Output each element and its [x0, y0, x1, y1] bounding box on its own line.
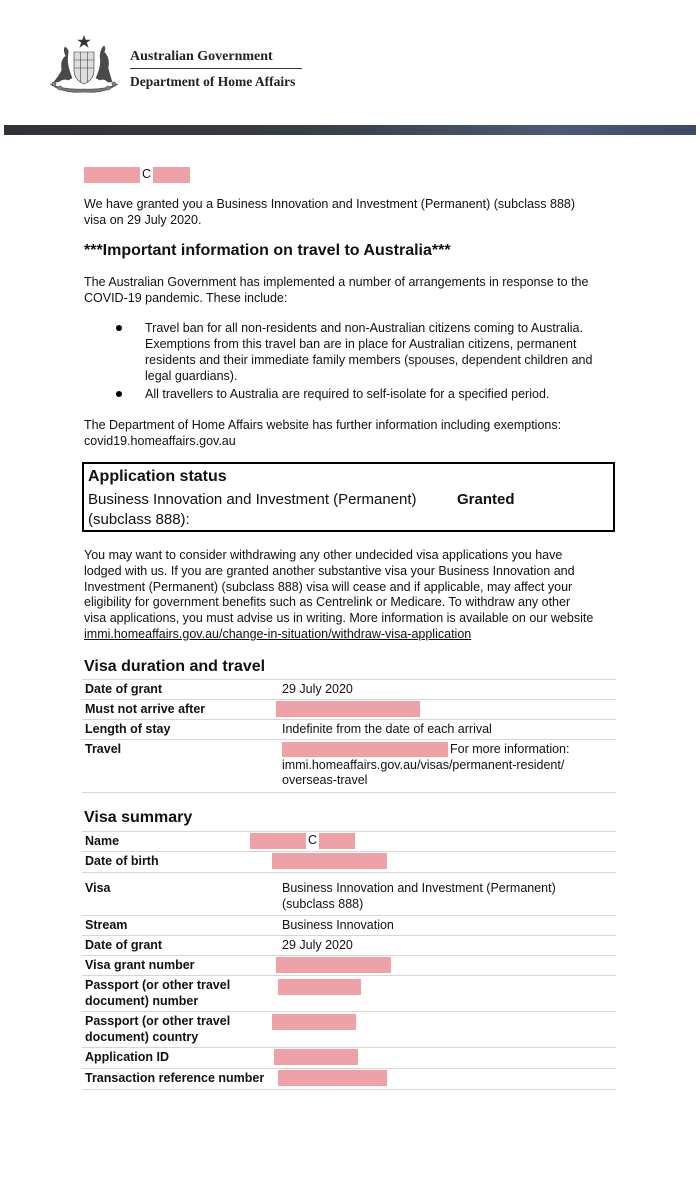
table-row: Passport (or other travel document) country: [82, 1011, 616, 1047]
table-row: Date of grant 29 July 2020: [82, 679, 616, 699]
redaction: [272, 1014, 356, 1030]
table-row: Visa grant number: [82, 955, 616, 975]
table-row: Visa Business Innovation and Investment (Permanent) (subclass 888): [82, 872, 616, 915]
website-link[interactable]: covid19.homeaffairs.gov.au: [84, 434, 236, 448]
govt-line-2: COVID-19 pandemic. These include:: [84, 291, 288, 305]
redaction: [282, 742, 448, 757]
redaction: [272, 853, 387, 869]
table-row: Length of stay Indefinite from the date of each arrival: [82, 719, 616, 739]
redaction: [274, 1049, 358, 1065]
summary-table: [82, 831, 616, 1090]
table-row: Stream Business Innovation: [82, 915, 616, 935]
table-row: Date of birth: [82, 851, 616, 872]
redaction: [278, 979, 361, 995]
table-row: Transaction reference number: [82, 1068, 616, 1090]
redaction: [84, 167, 140, 183]
redaction: [153, 167, 190, 183]
status-badge: Granted: [457, 491, 515, 508]
status-visa-line-1: Business Innovation and Investment (Permanent): [88, 491, 417, 508]
recipient-name: C: [84, 166, 190, 183]
intro-line-1: We have granted you a Business Innovation and Investment (Permanent) (subclass 888): [84, 197, 576, 211]
status-title: Application status: [88, 468, 227, 485]
table-row: Date of grant 29 July 2020: [82, 935, 616, 955]
redaction: [278, 1070, 387, 1086]
withdraw-paragraph: You may want to consider withdrawing any other undecided visa applications you have lodged with us. If you are granted another substantive visa your Business Innovation and Investment (Permanent) (subclass 888) visa will cease and if applicable, may affect your eligibility for government benefits such as Centrelink or Medicare. To withdraw any other visa applications, you must advise us in writing. More information is available on our website immi.homeaffairs.gov.au/change-in-situation/withdraw-visa-application: [84, 548, 594, 641]
list-item: All travellers to Australia are required to self-isolate for a specified period.: [114, 386, 614, 402]
travel-restrictions-list: [114, 320, 614, 404]
table-row: Passport (or other travel document) number: [82, 975, 616, 1011]
withdraw-link[interactable]: immi.homeaffairs.gov.au/change-in-situation/withdraw-visa-application: [84, 626, 472, 641]
table-row: Travel For more information: immi.homeaffairs.gov.au/visas/permanent-resident/ overseas-travel: [82, 739, 616, 793]
important-heading: ***Important information on travel to Australia***: [84, 242, 451, 259]
table-row: Must not arrive after: [82, 699, 616, 719]
bullet-icon: [116, 391, 122, 397]
bullet-icon: [116, 325, 122, 331]
intro-line-2: visa on 29 July 2020.: [84, 213, 202, 227]
header-divider: [130, 68, 302, 69]
duration-table: [82, 679, 616, 793]
status-visa-line-2: (subclass 888):: [88, 511, 190, 528]
redaction: [250, 833, 306, 849]
list-item: Travel ban for all non-residents and non-Australian citizens coming to Australia. Exemptions from this travel ban are in place for Australian citizens, permanent residents and their immediate family members (spouses, dependent children and legal guardians).: [114, 320, 614, 384]
summary-heading: Visa summary: [84, 809, 193, 826]
government-name: Australian Government: [130, 49, 273, 64]
department-name: Department of Home Affairs: [130, 74, 296, 89]
website-line-1: The Department of Home Affairs website has further information including exemptions:: [84, 418, 562, 432]
redaction: [319, 833, 355, 849]
letterhead: [0, 0, 700, 125]
application-status-box: [82, 462, 615, 532]
table-row: Application ID: [82, 1047, 616, 1068]
redaction: [276, 957, 391, 973]
govt-line-1: The Australian Government has implemented a number of arrangements in response to the: [84, 275, 589, 289]
header-bar: [4, 125, 696, 135]
table-row: Name C: [82, 831, 616, 851]
duration-heading: Visa duration and travel: [84, 658, 266, 675]
coat-of-arms-icon: [44, 34, 124, 96]
redaction: [276, 701, 420, 717]
